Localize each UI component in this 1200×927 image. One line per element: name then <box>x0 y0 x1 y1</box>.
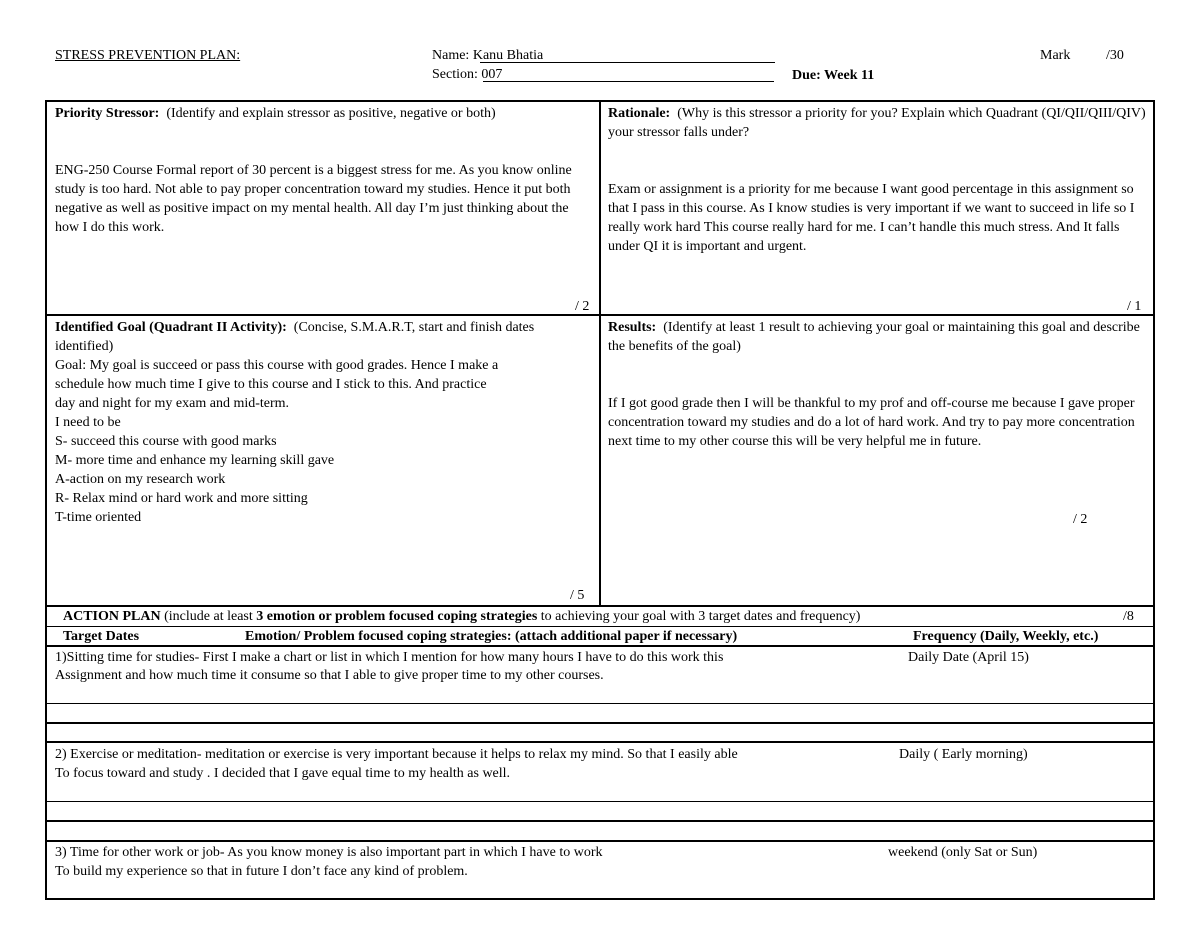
goal-line: I need to be <box>55 415 121 430</box>
action-item-1-line-1: 1)Sitting time for studies- First I make a chart or list in which I mention for how many hours I have to do this work this <box>55 650 724 665</box>
action-item-2-frequency: Daily ( Early morning) <box>899 747 1028 762</box>
name-label: Name: <box>432 48 473 63</box>
action-plan-instruction-pre: (include at least <box>164 609 257 624</box>
results-score: / 2 <box>1073 512 1088 527</box>
due-row <box>792 66 874 85</box>
mark-label: Mark <box>1040 48 1071 63</box>
page-title: STRESS PREVENTION PLAN: <box>55 48 241 63</box>
table-row-divider <box>45 840 1155 842</box>
action-item-3-frequency: weekend (only Sat or Sun) <box>888 845 1038 860</box>
table-row-divider <box>45 703 1155 704</box>
priority-stressor-score: / 2 <box>575 299 590 314</box>
table-row-divider <box>45 314 1155 316</box>
goal-line: day and night for my exam and mid-term. <box>55 396 290 411</box>
action-plan-score: /8 <box>1123 609 1134 624</box>
goal-score: / 5 <box>570 588 585 603</box>
action-plan-label: ACTION PLAN <box>63 609 161 624</box>
priority-stressor-label: Priority Stressor: <box>55 106 160 121</box>
table-divider-vertical <box>599 100 601 607</box>
action-item-3-line-1: 3) Time for other work or job- As you know money is also important part in which I have to work <box>55 845 603 860</box>
results-body: If I got good grade then I will be thankful to my prof and off-course me because I gave proper concentration toward my studies and do a lot of hard work. And try to pay more concentration next time to my other course this will be very helpful me in future. <box>608 396 1135 449</box>
action-item-2-line-1: 2) Exercise or meditation- meditation or exercise is very important because it helps to relax my mind. So that I easily able <box>55 747 738 762</box>
section-underline <box>483 81 774 82</box>
goal-line: S- succeed this course with good marks <box>55 434 277 449</box>
rationale-score: / 1 <box>1127 299 1142 314</box>
rationale-label: Rationale: <box>608 106 671 121</box>
mark-total: /30 <box>1106 48 1124 63</box>
rationale-body: Exam or assignment is a priority for me because I want good percentage in this assignment so that I pass in this course. As I know studies is very important if we want to succeed in life so I really work hard This course really hard for me. I can’t handle this much stress. And It falls under QI it is important and urgent. <box>608 182 1135 254</box>
action-plan-instruction-bold: 3 emotion or problem focused coping strategies <box>256 609 538 624</box>
rationale-header <box>608 104 1148 142</box>
results-instruction: (Identify at least 1 result to achieving your goal or maintaining this goal and describe the benefits of the goal) <box>608 320 1140 354</box>
table-border-right <box>1153 100 1155 900</box>
goal-line: schedule how much time I give to this course and I stick to this. And practice <box>55 377 487 392</box>
column-header-target-dates: Target Dates <box>63 629 140 644</box>
action-plan-header <box>63 607 860 626</box>
table-border-bottom <box>45 898 1155 900</box>
goal-header <box>55 318 595 356</box>
section-label: Section: <box>432 67 482 82</box>
goal-line: R- Relax mind or hard work and more sitting <box>55 491 308 506</box>
table-border-left <box>45 100 47 900</box>
table-row-divider <box>45 722 1155 724</box>
name-value: Kanu Bhatia <box>472 48 544 63</box>
priority-stressor-header <box>55 104 595 123</box>
due-value: : Week 11 <box>816 68 875 83</box>
goal-instruction: (Concise, S.M.A.R.T, start and finish dates identified) <box>55 320 535 354</box>
column-header-frequency: Frequency (Daily, Weekly, etc.) <box>913 629 1099 644</box>
rationale-instruction: (Why is this stressor a priority for you? Explain which Quadrant (QI/QII/QIII/QIV) your stressor falls under? <box>608 106 1146 140</box>
goal-line: Goal: My goal is succeed or pass this course with good grades. Hence I make a <box>55 358 499 373</box>
results-header <box>608 318 1148 356</box>
results-label: Results: <box>608 320 657 335</box>
table-row-divider <box>45 801 1155 802</box>
goal-line: A-action on my research work <box>55 472 226 487</box>
action-plan-instruction-post: to achieving your goal with 3 target dates and frequency) <box>537 609 861 624</box>
priority-stressor-instruction: (Identify and explain stressor as positive, negative or both) <box>166 106 496 121</box>
goal-label: Identified Goal (Quadrant II Activity): <box>55 320 287 335</box>
name-underline <box>480 62 775 63</box>
table-row-divider <box>45 741 1155 743</box>
goal-line: T-time oriented <box>55 510 142 525</box>
priority-stressor-body: ENG-250 Course Formal report of 30 percent is a biggest stress for me. As you know online study is too hard. Not able to pay proper concentration toward my studies. Hence it put both negative as well as positive impact on my mental health. All day I’m just thinking about the how I do this work. <box>55 163 572 235</box>
column-header-strategies: Emotion/ Problem focused coping strategies: (attach additional paper if necessary) <box>245 629 738 644</box>
action-item-2-line-2: To focus toward and study . I decided that I gave equal time to my health as well. <box>55 766 511 781</box>
action-item-1-line-2: Assignment and how much time it consume so that I able to give proper time to my other courses. <box>55 668 604 683</box>
action-item-1-frequency: Daily Date (April 15) <box>908 650 1029 665</box>
goal-line: M- more time and enhance my learning skill gave <box>55 453 335 468</box>
due-label: Due <box>792 68 817 83</box>
section-value: 007 <box>481 67 503 82</box>
table-row-divider <box>45 820 1155 822</box>
action-item-3-line-2: To build my experience so that in future I don’t face any kind of problem. <box>55 864 468 879</box>
